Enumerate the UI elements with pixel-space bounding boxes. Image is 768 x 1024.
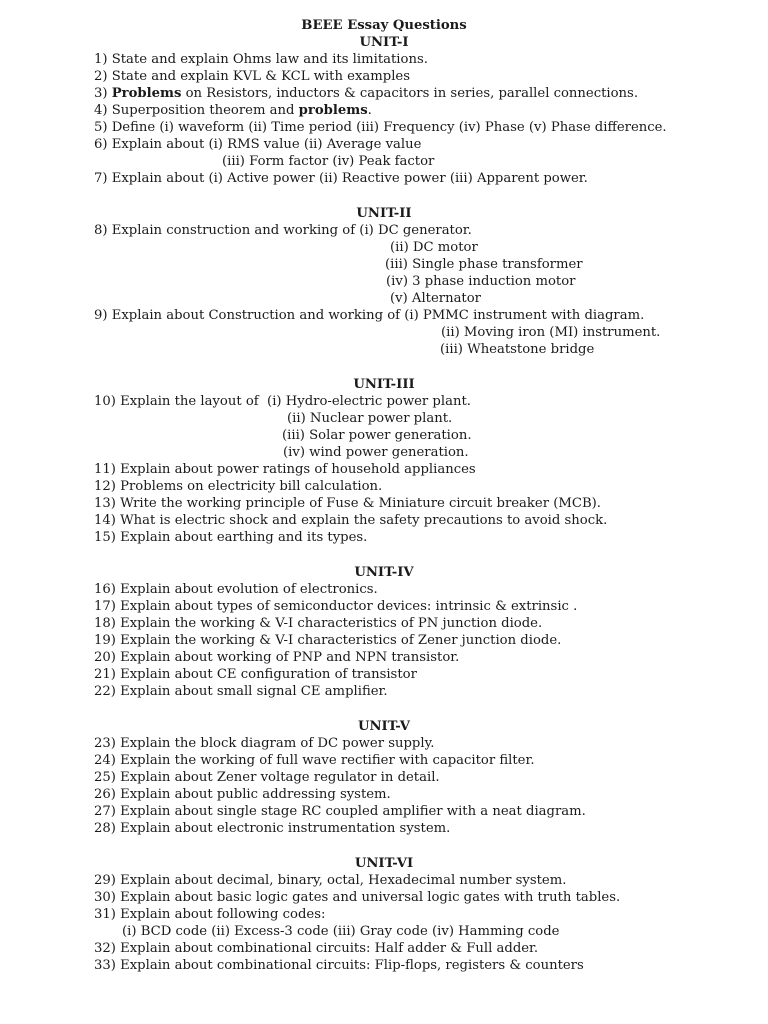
question-17: 17) Explain about types of semiconductor devices: intrinsic & extrinsic . [94,599,578,614]
question-8-v: (v) Alternator [390,291,481,306]
question-9-iii: (iii) Wheatstone bridge [440,342,595,357]
question-28: 28) Explain about electronic instrumentation system. [94,821,451,836]
question-11: 11) Explain about power ratings of household appliances [94,462,476,477]
question-8: 8) Explain construction and working of (i) DC generator. [94,223,472,238]
question-21: 21) Explain about CE configuration of transistor [94,667,417,682]
question-7: 7) Explain about (i) Active power (ii) Reactive power (iii) Apparent power. [94,171,588,186]
question-5: 5) Define (i) waveform (ii) Time period (iii) Frequency (iv) Phase (v) Phase difference. [94,120,667,135]
question-4-bold: problems [298,103,368,118]
question-26: 26) Explain about public addressing system. [94,787,391,802]
unit-2-heading: UNIT-II [356,206,412,221]
question-2: 2) State and explain KVL & KCL with examples [94,69,410,84]
question-10-iv: (iv) wind power generation. [283,445,469,460]
question-8-iii: (iii) Single phase transformer [385,257,583,272]
question-12: 12) Problems on electricity bill calculation. [94,479,383,494]
question-10-iii: (iii) Solar power generation. [282,428,472,443]
question-31: 31) Explain about following codes: [94,907,326,922]
question-3-text: on Resistors, inductors & capacitors in series, parallel connections. [181,86,639,101]
question-19: 19) Explain the working & V-I characteristics of Zener junction diode. [94,633,562,648]
question-32: 32) Explain about combinational circuits: Half adder & Full adder. [94,941,539,956]
question-4-end: . [367,103,372,118]
question-3-number: 3) [94,86,112,101]
question-6-continued: (iii) Form factor (iv) Peak factor [222,154,435,169]
question-30: 30) Explain about basic logic gates and universal logic gates with truth tables. [94,890,621,905]
question-6: 6) Explain about (i) RMS value (ii) Average value [94,137,422,152]
document-title: BEEE Essay Questions [301,18,467,33]
question-10: 10) Explain the layout of (i) Hydro-electric power plant. [94,394,471,409]
unit-5-heading: UNIT-V [357,719,411,734]
question-13: 13) Write the working principle of Fuse & Miniature circuit breaker (MCB). [94,496,601,511]
question-29: 29) Explain about decimal, binary, octal, Hexadecimal number system. [94,873,567,888]
question-9-ii: (ii) Moving iron (MI) instrument. [441,325,661,340]
question-8-iv: (iv) 3 phase induction motor [386,274,576,289]
question-4-text: 4) Superposition theorem and [94,103,299,118]
question-4 [94,102,372,119]
question-18: 18) Explain the working & V-I characteristics of PN junction diode. [94,616,543,631]
question-14: 14) What is electric shock and explain the safety precautions to avoid shock. [94,513,608,528]
question-10-ii: (ii) Nuclear power plant. [287,411,453,426]
question-33: 33) Explain about combinational circuits: Flip-flops, registers & counters [94,958,584,973]
unit-1-heading: UNIT-I [359,35,409,50]
question-3-bold: Problems [111,86,182,101]
question-20: 20) Explain about working of PNP and NPN transistor. [94,650,460,665]
question-25: 25) Explain about Zener voltage regulator in detail. [94,770,440,785]
question-3 [94,85,638,102]
unit-3-heading: UNIT-III [353,377,415,392]
question-31-sub: (i) BCD code (ii) Excess-3 code (iii) Gray code (iv) Hamming code [122,924,560,939]
question-9: 9) Explain about Construction and working of (i) PMMC instrument with diagram. [94,308,645,323]
question-16: 16) Explain about evolution of electronics. [94,582,378,597]
question-24: 24) Explain the working of full wave rectifier with capacitor filter. [94,753,535,768]
question-23: 23) Explain the block diagram of DC power supply. [94,736,435,751]
question-15: 15) Explain about earthing and its types. [94,530,368,545]
unit-4-heading: UNIT-IV [354,565,414,580]
question-22: 22) Explain about small signal CE amplifier. [94,684,388,699]
question-1: 1) State and explain Ohms law and its limitations. [94,52,428,67]
unit-6-heading: UNIT-VI [354,856,414,871]
question-27: 27) Explain about single stage RC coupled amplifier with a neat diagram. [94,804,586,819]
question-8-ii: (ii) DC motor [390,240,478,255]
